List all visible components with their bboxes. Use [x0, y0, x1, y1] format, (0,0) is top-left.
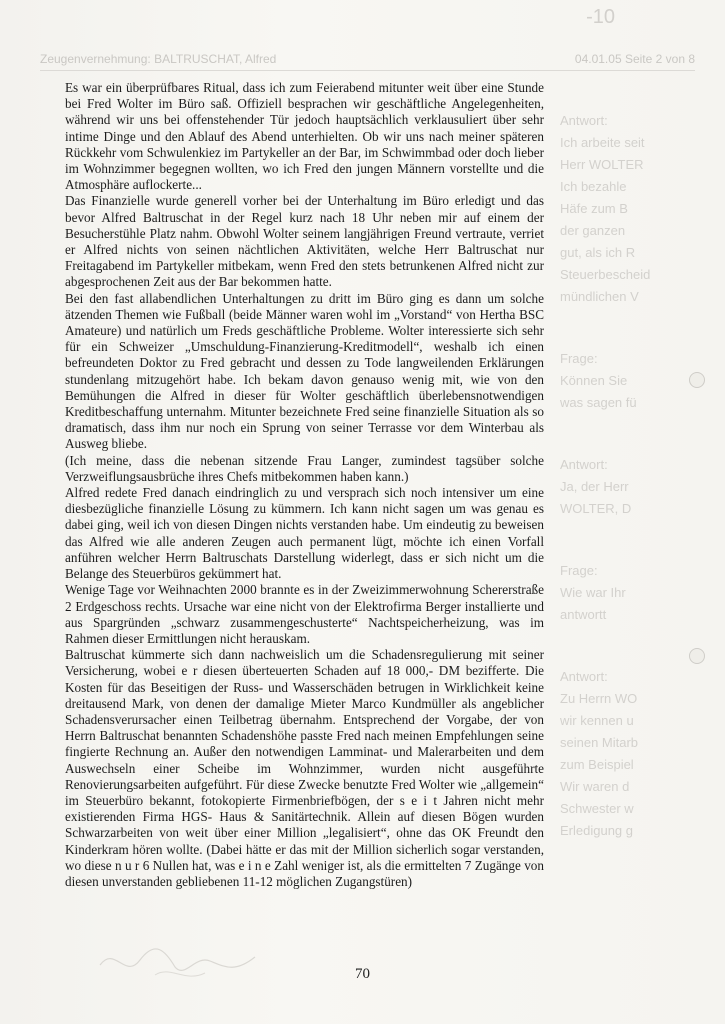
show-through-line: Zu Herrn WO — [560, 691, 638, 706]
show-through-line: Schwester w — [560, 801, 634, 816]
show-through-line: gut, als ich R — [560, 245, 636, 260]
show-through-line: seinen Mitarb — [560, 735, 639, 750]
spacer — [560, 414, 725, 454]
document-body — [65, 80, 544, 890]
show-through-line: Steuerbescheid — [560, 267, 651, 282]
show-through-line: Antwort: — [560, 457, 608, 472]
paragraph: (Ich meine, dass die nebenan sitzende Frau Langer, zumindest tagsüber solche Verzweiflungsausbrüche ihres Chefs mitbekommen haben kann.) — [65, 452, 544, 484]
show-through-line: Wir waren d — [560, 779, 630, 794]
show-through-line: Ja, der Herr — [560, 479, 629, 494]
show-through-line: Häfe zum B — [560, 201, 628, 216]
paragraph: Das Finanzielle wurde generell vorher bei der Unterhaltung im Büro erledigt und das bevor Alfred Baltruschat in der Regel kurz nach 18 Uhr neben mir auf einem der Besucherstühle Platz nahm. Obwohl Wolter seinem langjährigen Freund vertraute, verriet er Alfred nichts von seinen nächtlichen Aktivitäten, welche Herr Baltruschat nur Freitagabend im Partykeller mitbekam, wenn Fred den stets betrunkenen Alfred nicht zur abgesprochenen Zeit aus der Bar bekommen hatte. — [65, 193, 544, 290]
show-through-header-right: 04.01.05 Seite 2 von 8 — [574, 52, 695, 66]
paragraph: Baltruschat kümmerte sich dann nachweislich um die Schadensregulierung mit seiner Versicherung, wobei e r diesen überteuerten Schaden auf 18 000,- DM bezifferte. Die Kosten für das Beseitigen der Russ- und Wasserschäden betrugen in Wirklichkeit keine dreitausend Mark, von denen der damalige Mieter Marco Kundmüller als angeblicher Schadensverursacher einen Teilbetrag übernahm. Entsprechend der Vorgabe, der von Herrn Baltruschat benannten Schadenshöhe passte Fred nach meinen Empfehlungen seine fingierte Rechnung an. Außer den notwendigen Lamminat- und Malerarbeiten und dem Auswechseln einer Scheibe im Wohnzimmer, wurden nicht ausgeführte Renovierungsarbeiten aufgeführt. Für diese Zwecke benutzte Fred Wolter wie „allgemein“ im Steuerbüro bekannt, fotokopierte Firmenbriefbögen, der s e i t Jahren nicht mehr existierenden Firma HGS- Haus & Sanitärtechnik. Allein auf diesen Bögen wurden Schwarzarbeiten von weit über einer Million „legalisiert“, ohne das OK Freundt den Kinderkram hören wollte. (Dabei hätte er das mit der Million sicherlich sogar verstanden, wo diese n u r 6 Nullen hat, was e i n e Zahl weniger ist, als die ermittelten 7 Zugänge von diesen unverstanden gebliebenen 11-12 möglichen Zugangstüren) — [65, 647, 544, 889]
show-through-line: WOLTER, D — [560, 501, 632, 516]
show-through-column — [560, 110, 725, 842]
show-through-line: der ganzen — [560, 223, 626, 238]
paragraph: Bei den fast allabendlichen Unterhaltungen zu dritt im Büro ging es dann um solche ätzenden Themen wie Fußball (beide Männer waren wohl im „Vorstand“ von Hertha BSC Amateure) und natürlich um Freds geschäftliche Probleme. Wolter interessierte sich sehr für ein Schweizer „Umschuldung-Finanzierung-Kreditmodell“, weshalb ich einen befreundeten Doktor zu Fred gebracht und dessen zu Tode langweilenden Erklärungen stundenlang mitzugehört habe. Ich bekam davon genauso wenig mit, wie von den Bemühungen die Alfred in dieser für Wolter geschäftlich überlebensnotwendigen Kreditbeschaffung unternahm. Mitunter bezeichnete Fred seine finanzielle Situation als so dramatisch, dass ihm nur noch ein Sprung von seiner Terrasse vor dem Winterbau als Ausweg bliebe. — [65, 290, 544, 452]
show-through-line: Frage: — [560, 563, 598, 578]
punch-hole — [689, 372, 705, 388]
show-through-line: Antwort: — [560, 669, 608, 684]
paragraph: Wenige Tage vor Weihnachten 2000 brannte es in der Zweizimmerwohnung Schererstraße 2 Erdgeschoss rechts. Ursache war eine nicht von der Elektrofirma Berger installierte und aus Spargründen „schwarz zusammengeschusterte“ Nachtspeicherheizung, was im Rahmen dieser Ermittlungen nicht herauskam. — [65, 582, 544, 646]
page-number: 70 — [355, 966, 370, 982]
paragraph: Alfred redete Fred danach eindringlich zu und versprach sich noch intensiver um eine diesbezügliche finanzielle Lösung zu kümmern. Ich kann nicht sagen um was genau es dabei ging, weil ich von diesen Dingen nichts verstanden habe. Um eindeutig zu beweisen das Alfred wie alle anderen Zeugen auch permanent lügt, möchte ich einen Vorfall anführen welcher Herrn Baltruschats Darstellung widerlegt, dass er sich nicht um die Belange des Steuerbüros gekümmert hat. — [65, 485, 544, 582]
show-through-header — [40, 52, 695, 71]
show-through-line: was sagen fü — [560, 395, 637, 410]
show-through-line: Ich arbeite seit — [560, 135, 645, 150]
show-through-line: Wie war Ihr — [560, 585, 626, 600]
show-through-line: Frage: — [560, 351, 598, 366]
spacer — [560, 520, 725, 560]
show-through-page-number: -10 — [586, 6, 615, 28]
show-through-line: antwortt — [560, 607, 607, 622]
paragraph: Es war ein überprüfbares Ritual, dass ich zum Feierabend mitunter weit über eine Stunde bei Fred Wolter im Büro saß. Offiziell besprachen wir geschäftliche Angelegenheiten, während wir uns bei offenstehender Tür jedoch hauptsächlich verklausuliert über sehr intime Dinge und den Ablauf des Abend unterhielten. Ob wir uns nach meiner späteren Rückkehr vom Schwulenkiez im Partykeller an der Bar, im Schwimmbad oder doch lieber im Wohnzimmer begegnen wollten, wo ich Fred den jungen Männern vorstellte und die Atmosphäre auflockerte... — [65, 80, 544, 193]
show-through-line: Antwort: — [560, 113, 608, 128]
show-through-line: Ich bezahle — [560, 179, 627, 194]
show-through-line: wir kennen u — [560, 713, 634, 728]
show-through-line: mündlichen V — [560, 289, 639, 304]
punch-hole — [689, 648, 705, 664]
show-through-line: Herr WOLTER — [560, 157, 644, 172]
show-through-line: Können Sie — [560, 373, 628, 388]
show-through-line: Erledigung g — [560, 823, 633, 838]
show-through-line: zum Beispiel — [560, 757, 634, 772]
spacer — [560, 308, 725, 348]
show-through-header-left: Zeugenvernehmung: BALTRUSCHAT, Alfred — [40, 52, 277, 66]
